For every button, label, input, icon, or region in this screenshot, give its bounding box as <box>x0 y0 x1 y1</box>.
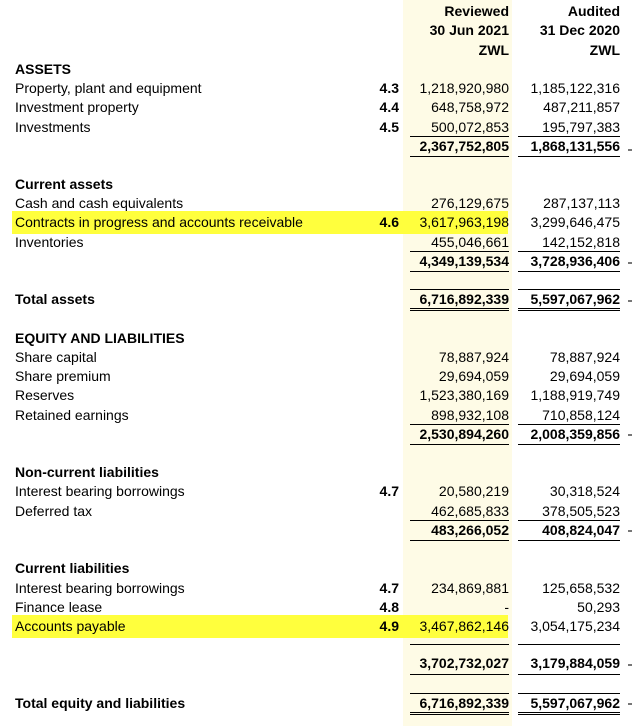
value-audited: 30,318,524 <box>549 483 620 499</box>
underline <box>518 271 620 272</box>
row-current-liabilities-heading <box>0 559 632 578</box>
value-reviewed: - <box>504 599 509 615</box>
row-equity-liabilities-heading <box>0 329 632 348</box>
value-reviewed: 276,129,675 <box>431 195 509 211</box>
section-heading: Non-current liabilities <box>15 464 159 480</box>
row-share-capital <box>0 348 632 367</box>
double-underline <box>518 712 620 715</box>
row-label: Finance lease <box>15 599 103 615</box>
row-deferred-tax <box>0 502 632 521</box>
row-c-interest-bearing-borrowings <box>0 579 632 598</box>
underline <box>518 540 620 541</box>
value-audited: 3,299,646,475 <box>530 214 620 230</box>
value-audited: 487,211,857 <box>543 99 620 115</box>
row-assets-heading <box>0 60 632 79</box>
value-reviewed: 234,869,881 <box>431 580 509 596</box>
value-audited: 29,694,059 <box>549 368 620 384</box>
subtotal-reviewed: 483,266,052 <box>431 522 509 538</box>
value-audited: 195,797,383 <box>542 119 620 135</box>
value-reviewed: 29,694,059 <box>438 368 509 384</box>
row-investment-property <box>0 98 632 117</box>
row-property-plant-equipment <box>0 79 632 98</box>
edge-mark <box>628 262 632 264</box>
edge-mark <box>628 664 632 666</box>
total-reviewed: 6,716,892,339 <box>419 695 509 711</box>
underline <box>518 644 620 645</box>
value-audited: 3,054,175,234 <box>530 618 620 634</box>
note-ref: 4.6 <box>379 214 399 230</box>
value-reviewed: 20,580,219 <box>438 483 509 499</box>
column-header-line-1 <box>0 2 632 21</box>
double-underline <box>410 712 509 715</box>
value-audited: 1,188,919,749 <box>530 387 620 403</box>
row-label: Total equity and liabilities <box>15 695 186 711</box>
row-investments <box>0 118 632 137</box>
edge-mark <box>628 434 632 436</box>
total-reviewed: 6,716,892,339 <box>419 291 509 307</box>
row-current-assets-heading <box>0 175 632 194</box>
value-audited: 125,658,532 <box>542 580 620 596</box>
underline <box>410 156 509 157</box>
subtotal-reviewed: 3,702,732,027 <box>419 655 509 671</box>
underline <box>410 444 509 445</box>
value-reviewed: 3,617,963,198 <box>419 214 509 230</box>
row-accounts-payable <box>0 617 632 636</box>
value-audited: 50,293 <box>577 599 620 615</box>
column-header-line-2 <box>0 21 632 40</box>
row-cash <box>0 194 632 213</box>
row-nc-interest-bearing-borrowings <box>0 482 632 501</box>
row-label: Inventories <box>15 234 84 250</box>
row-label: Property, plant and equipment <box>15 80 202 96</box>
header-audited-currency: ZWL <box>589 42 620 58</box>
value-reviewed: 3,467,862,146 <box>419 618 509 634</box>
subtotal-reviewed: 2,367,752,805 <box>419 138 509 154</box>
underline <box>518 674 620 675</box>
row-label: Cash and cash equivalents <box>15 195 184 211</box>
row-reserves <box>0 386 632 405</box>
note-ref: 4.7 <box>379 580 399 596</box>
subtotal-audited: 3,179,884,059 <box>530 655 620 671</box>
value-reviewed: 455,046,661 <box>431 234 509 250</box>
row-noncurrent-liabilities-heading <box>0 463 632 482</box>
edge-mark <box>628 530 632 532</box>
row-label: Accounts payable <box>15 618 126 634</box>
double-underline <box>518 308 620 311</box>
row-label: Retained earnings <box>15 407 129 423</box>
subtotal-audited: 408,824,047 <box>542 522 620 538</box>
value-reviewed: 462,685,833 <box>431 503 509 519</box>
note-ref: 4.4 <box>379 99 399 115</box>
section-heading: Current assets <box>15 176 114 192</box>
value-reviewed: 1,218,920,980 <box>419 80 509 96</box>
value-reviewed: 500,072,853 <box>431 119 509 135</box>
value-audited: 710,858,124 <box>542 407 620 423</box>
underline <box>518 156 620 157</box>
row-total-equity-liabilities <box>0 694 632 713</box>
row-inventories <box>0 233 632 252</box>
row-label: Reserves <box>15 387 75 403</box>
edge-mark <box>628 300 632 302</box>
row-share-premium <box>0 367 632 386</box>
header-audited: Audited <box>567 3 620 19</box>
row-label: Contracts in progress and accounts receivable <box>15 214 303 230</box>
note-ref: 4.9 <box>379 618 399 634</box>
underline <box>518 444 620 445</box>
underline <box>410 674 509 675</box>
value-audited: 142,152,818 <box>542 234 620 250</box>
total-audited: 5,597,067,962 <box>530 291 620 307</box>
row-noncurrent-assets-subtotal <box>0 137 632 156</box>
row-equity-subtotal <box>0 425 632 444</box>
row-label: Investments <box>15 119 91 135</box>
total-audited: 5,597,067,962 <box>530 695 620 711</box>
note-ref: 4.3 <box>379 80 399 96</box>
value-audited: 1,185,122,316 <box>530 80 620 96</box>
underline <box>410 644 509 645</box>
section-heading: EQUITY AND LIABILITIES <box>15 330 185 346</box>
row-finance-lease <box>0 598 632 617</box>
row-total-assets <box>0 290 632 309</box>
subtotal-reviewed: 4,349,139,534 <box>419 253 509 269</box>
note-ref: 4.5 <box>379 119 399 135</box>
note-ref: 4.8 <box>379 599 399 615</box>
row-label: Investment property <box>15 99 139 115</box>
value-audited: 287,137,113 <box>543 195 620 211</box>
row-label: Interest bearing borrowings <box>15 580 185 596</box>
header-audited-date: 31 Dec 2020 <box>539 22 620 38</box>
row-label: Share capital <box>15 349 97 365</box>
header-reviewed-currency: ZWL <box>478 42 509 58</box>
row-label: Interest bearing borrowings <box>15 483 185 499</box>
double-underline <box>410 308 509 311</box>
row-retained-earnings <box>0 406 632 425</box>
edge-mark <box>628 703 632 705</box>
value-reviewed: 78,887,924 <box>438 349 509 365</box>
subtotal-audited: 2,008,359,856 <box>530 426 620 442</box>
value-audited: 378,505,523 <box>542 503 620 519</box>
underline <box>410 271 509 272</box>
row-noncurrent-liabilities-subtotal <box>0 521 632 540</box>
edge-mark <box>628 149 632 151</box>
row-current-assets-subtotal <box>0 252 632 271</box>
value-audited: 78,887,924 <box>549 349 620 365</box>
note-ref: 4.7 <box>379 483 399 499</box>
value-reviewed: 1,523,380,169 <box>419 387 509 403</box>
section-heading: ASSETS <box>15 61 72 77</box>
row-receivables <box>0 213 632 232</box>
column-header-line-3 <box>0 41 632 60</box>
underline <box>410 540 509 541</box>
subtotal-reviewed: 2,530,894,260 <box>419 426 509 442</box>
value-reviewed: 648,758,972 <box>431 99 509 115</box>
row-label: Deferred tax <box>15 503 93 519</box>
row-current-liabilities-subtotal <box>0 654 632 673</box>
header-reviewed: Reviewed <box>444 3 509 19</box>
subtotal-audited: 3,728,936,406 <box>530 253 620 269</box>
section-heading: Current liabilities <box>15 560 130 576</box>
row-label: Share premium <box>15 368 111 384</box>
row-label: Total assets <box>15 291 95 307</box>
value-reviewed: 898,932,108 <box>431 407 509 423</box>
subtotal-audited: 1,868,131,556 <box>530 138 620 154</box>
header-reviewed-date: 30 Jun 2021 <box>429 22 509 38</box>
